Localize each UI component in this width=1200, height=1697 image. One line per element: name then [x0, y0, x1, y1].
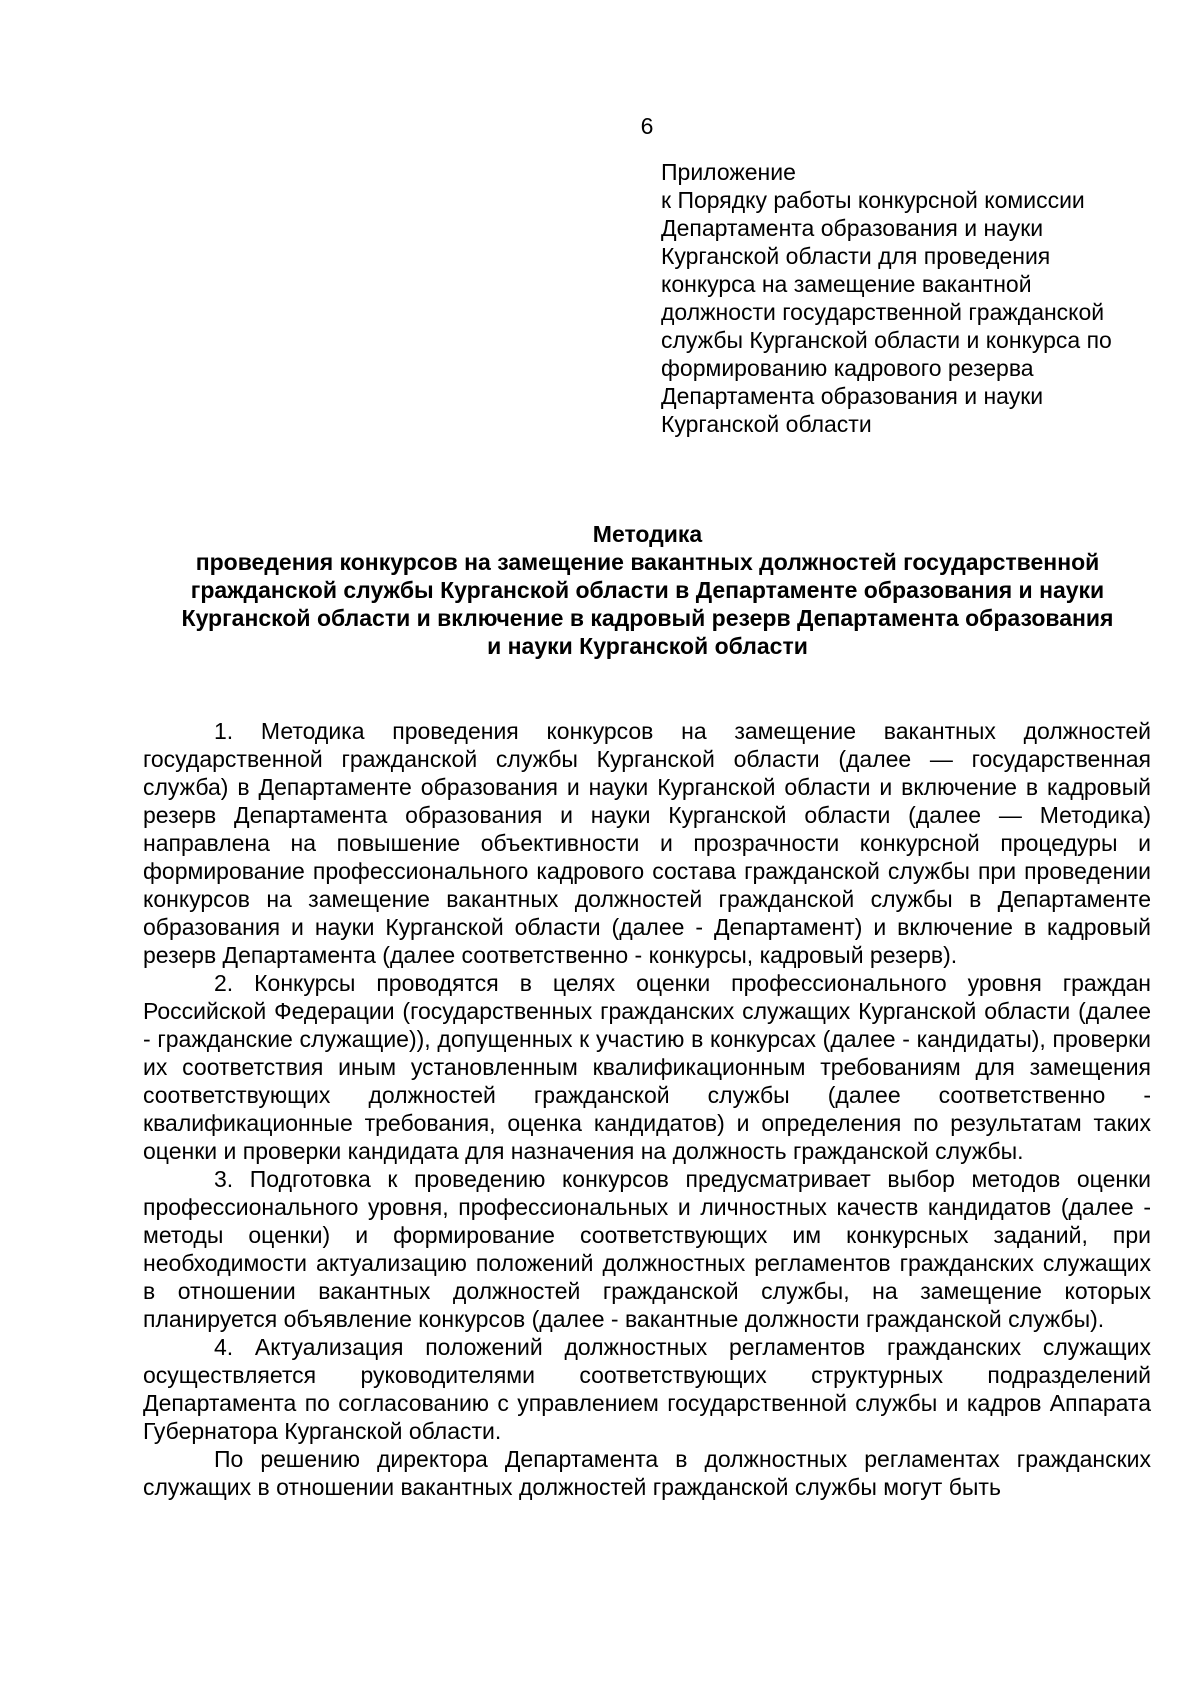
- appendix-line: Департамента образования и науки: [661, 215, 1044, 241]
- title-line: проведения конкурсов на замещение вакантных должностей государственной: [195, 549, 1100, 575]
- paragraph: 4. Актуализация положений должностных регламентов гражданских служащих осуществляется руководителями соответствующих структурных подразделений Департамента по согласованию с управлением государственной службы и кадров Аппарата Губернатора Курганской области.: [143, 1334, 1151, 1444]
- paragraph: 2. Конкурсы проводятся в целях оценки профессионального уровня граждан Российской Федерации (государственных гражданских служащих Курганской области (далее - гражданские служащие)), допущенных к участию в конкурсах (далее - кандидаты), проверки их соответствия иным установленным квалификационным требованиям для замещения соответствующих должностей гражданской службы (далее соответственно - квалификационные требования, оценка кандидатов) и определения по результатам таких оценки и проверки кандидата для назначения на должность гражданской службы.: [143, 970, 1151, 1164]
- document-title: [140, 520, 1155, 660]
- title-line: Методика: [592, 521, 703, 547]
- appendix-line: Курганской области для проведения: [661, 243, 1051, 269]
- appendix-line: Приложение: [661, 159, 796, 185]
- appendix-line: формированию кадрового резерва: [661, 355, 1034, 381]
- paragraph: По решению директора Департамента в должностных регламентах гражданских служащих в отношении вакантных должностей гражданской службы могут быть: [143, 1446, 1151, 1500]
- appendix-line: Департамента образования и науки: [661, 383, 1044, 409]
- title-line: гражданской службы Курганской области в Департаменте образования и науки: [190, 577, 1105, 603]
- paragraph: 3. Подготовка к проведению конкурсов предусматривает выбор методов оценки профессионального уровня, профессиональных и личностных качеств кандидатов (далее - методы оценки) и формирование соответствующих им конкурсных заданий, при необходимости актуализацию положений должностных регламентов гражданских служащих в отношении вакантных должностей гражданской службы, на замещение которых планируется объявление конкурсов (далее - вакантные должности гражданской службы).: [143, 1166, 1151, 1332]
- title-line: Курганской области и включение в кадровый резерв Департамента образования: [181, 605, 1114, 631]
- appendix-line: службы Курганской области и конкурса по: [661, 327, 1112, 353]
- appendix-line: должности государственной гражданской: [661, 299, 1105, 325]
- appendix-line: конкурса на замещение вакантной: [661, 271, 1032, 297]
- title-line: и науки Курганской области: [487, 633, 808, 659]
- page-number: 6: [640, 113, 654, 139]
- appendix-line: к Порядку работы конкурсной комиссии: [661, 187, 1085, 213]
- document-body: [143, 717, 1151, 1501]
- appendix-line: Курганской области: [661, 411, 872, 437]
- appendix-note: [661, 158, 1181, 438]
- paragraph: 1. Методика проведения конкурсов на замещение вакантных должностей государственной гражданской службы Курганской области (далее — государственная служба) в Департаменте образования и науки Курганской области и включение в кадровый резерв Департамента образования и науки Курганской области (далее — Методика) направлена на повышение объективности и прозрачности конкурсной процедуры и формирование профессионального кадрового состава гражданской службы при проведении конкурсов на замещение вакантных должностей гражданской службы в Департаменте образования и науки Курганской области (далее - Департамент) и включение в кадровый резерв Департамента (далее соответственно - конкурсы, кадровый резерв).: [143, 718, 1151, 968]
